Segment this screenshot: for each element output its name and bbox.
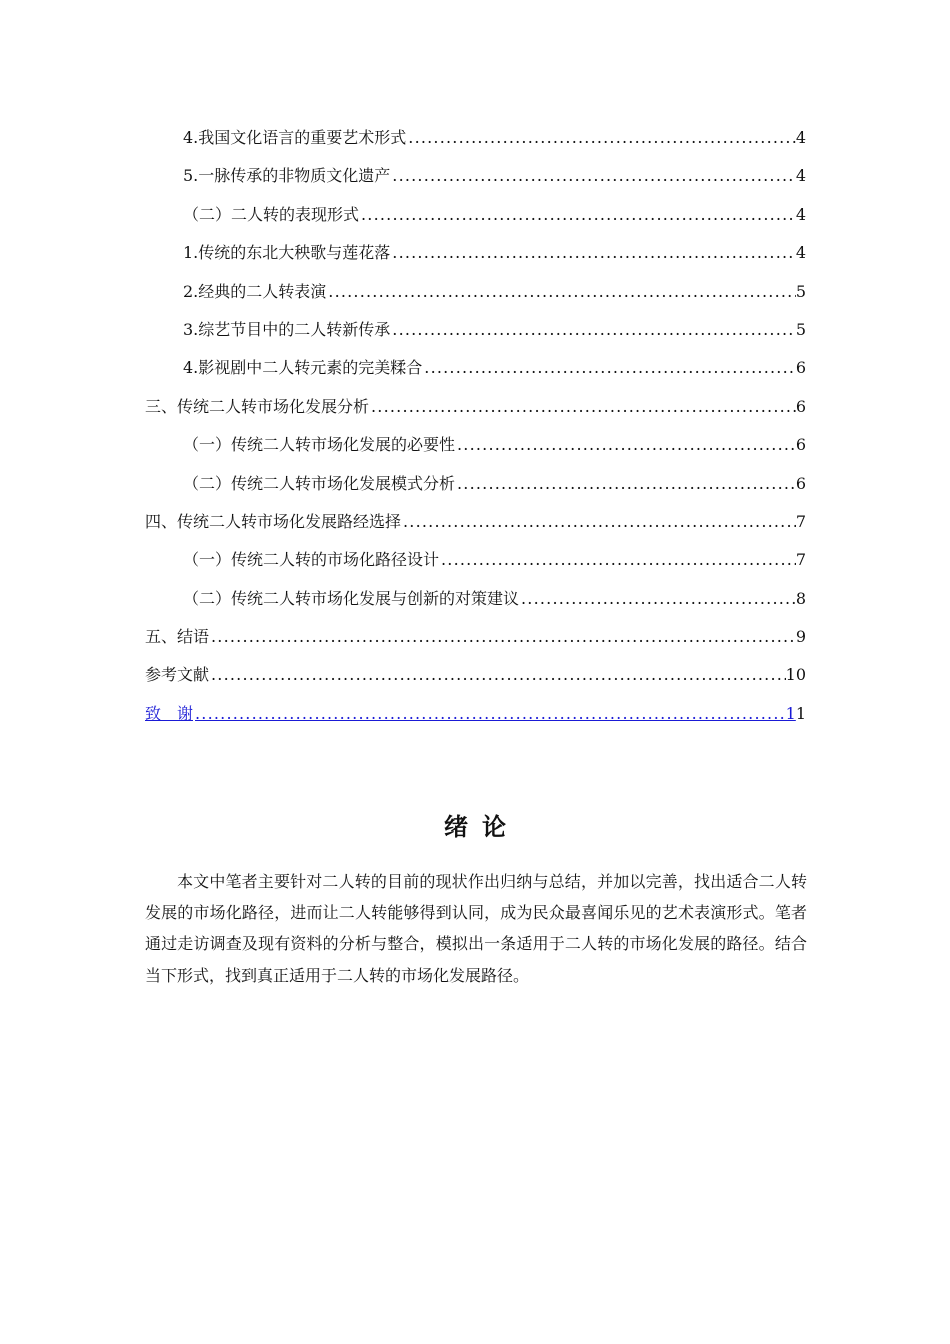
toc-dot-leader	[390, 157, 796, 195]
toc-page-number: 7	[795, 511, 806, 531]
toc-dot-leader	[401, 503, 796, 541]
toc-entry-title: 4.我国文化语言的重要艺术形式	[183, 128, 407, 147]
toc-entry-title: （一）传统二人转市场化发展的必要性	[183, 435, 456, 455]
toc-entry[interactable]	[145, 465, 806, 503]
toc-entry-title: 参考文献	[145, 665, 210, 685]
toc-dot-leader	[209, 618, 796, 656]
toc-entry[interactable]	[145, 234, 806, 272]
toc-entry[interactable]	[145, 119, 806, 157]
toc-dot-leader	[422, 349, 796, 387]
toc-dot-leader	[406, 119, 796, 157]
toc-page-number: 7	[795, 550, 806, 570]
toc-dot-leader	[390, 234, 796, 272]
toc-entry[interactable]	[145, 541, 806, 579]
toc-entry[interactable]	[145, 580, 806, 618]
toc-entry-title: （一）传统二人转的市场化路径设计	[183, 550, 440, 570]
toc-dot-leader	[209, 656, 786, 694]
toc-page-number: 4	[795, 204, 806, 224]
toc-entry[interactable]	[145, 196, 806, 234]
toc-dot-leader	[326, 273, 796, 311]
toc-entry[interactable]	[145, 426, 806, 464]
toc-entry[interactable]	[145, 503, 806, 541]
toc-entry-title: 5.一脉传承的非物质文化遗产	[183, 166, 391, 186]
toc-page-number: 5	[795, 281, 806, 301]
toc-entry[interactable]	[145, 311, 806, 349]
toc-page-number: 6	[795, 358, 806, 378]
toc-page-number: 10	[785, 665, 806, 685]
toc-page-number: 6	[795, 435, 806, 455]
toc-dot-leader	[455, 426, 796, 464]
toc-page-number: 1	[785, 703, 796, 723]
toc-entry-title: 五、结语	[145, 627, 210, 647]
toc-entry-acknowledgements-link[interactable]	[145, 695, 806, 733]
toc-page-number: 8	[795, 588, 806, 608]
toc-entry[interactable]	[145, 656, 806, 694]
toc-dot-leader	[519, 580, 796, 618]
toc-dot-leader	[439, 541, 796, 579]
toc-entry-title: （二）传统二人转市场化发展与创新的对策建议	[183, 588, 520, 608]
toc-page-number: 6	[795, 473, 806, 493]
toc-entry-title: 4.影视剧中二人转元素的完美糅合	[183, 358, 423, 378]
toc-entry-title: （二）二人转的表现形式	[183, 204, 360, 224]
toc-dot-leader	[359, 196, 796, 234]
toc-page-number: 4	[795, 166, 806, 186]
toc-entry-title: 四、传统二人转市场化发展路经选择	[145, 511, 402, 531]
toc-page-number: 4	[795, 128, 806, 147]
toc-page-number-tail: 1	[795, 703, 806, 723]
toc-entry-title: 三、传统二人转市场化发展分析	[145, 396, 370, 416]
toc-page-number: 6	[795, 396, 806, 416]
toc-entry-title: 3.综艺节目中的二人转新传承	[183, 319, 391, 339]
toc-entry[interactable]	[145, 618, 806, 656]
intro-paragraph: 本文中笔者主要针对二人转的目前的现状作出归纳与总结，并加以完善，找出适合二人转发展的市场化路径，进而让二人转能够得到认同，成为民众最喜闻乐见的艺术表演形式。笔者通过走访调查及现有资料的分析与整合，模拟出一条适用于二人转的市场化发展的路径。结合当下形式，找到真正适用于二人转的市场化发展路径。	[145, 872, 807, 985]
toc-entry[interactable]	[145, 273, 806, 311]
toc-entry-title: （二）传统二人转市场化发展模式分析	[183, 473, 456, 493]
toc-page-number: 5	[795, 319, 806, 339]
toc-dot-leader	[193, 695, 786, 733]
table-of-contents	[145, 119, 806, 733]
toc-entry-title: 2.经典的二人转表演	[183, 281, 327, 301]
toc-entry[interactable]	[145, 349, 806, 387]
toc-entry-title: 致 谢	[145, 703, 194, 723]
toc-dot-leader	[455, 465, 796, 503]
toc-dot-leader	[390, 311, 796, 349]
toc-dot-leader	[369, 388, 796, 426]
section-title: 绪论	[444, 813, 520, 841]
toc-entry-title: 1.传统的东北大秧歌与莲花落	[183, 243, 391, 263]
toc-entry[interactable]	[145, 157, 806, 195]
toc-page-number: 4	[795, 243, 806, 263]
toc-entry[interactable]	[145, 388, 806, 426]
toc-page-number: 9	[795, 627, 806, 647]
